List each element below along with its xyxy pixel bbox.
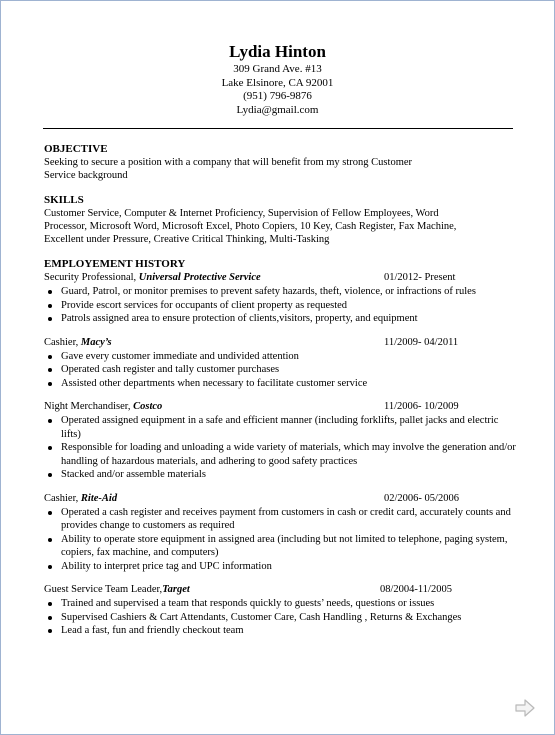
list-item: Trained and supervised a team that responds quickly to guests’ needs, questions or issues	[44, 597, 516, 611]
objective-line-2: Service background	[44, 170, 128, 181]
job-heading	[44, 492, 516, 505]
job-company: Target	[162, 584, 190, 595]
job-bullets	[44, 350, 516, 391]
job-heading	[44, 336, 516, 349]
resume-header	[1, 41, 554, 117]
skills-line-3: Excellent under Pressure, Creative Critical Thinking, Multi-Tasking	[44, 234, 330, 245]
job-role: Night Merchandiser,	[44, 401, 134, 412]
job-entry	[44, 271, 516, 326]
job-role: Cashier,	[44, 336, 81, 348]
job-company: Macy’s	[80, 336, 112, 348]
history-title: EMPLOYEMENT HISTORY	[44, 258, 186, 270]
skills-line-2: Processor, Microsoft Word, Microsoft Excel, Photo Copiers, 10 Key, Cash Register, Fax Machine,	[44, 221, 457, 232]
list-item: Patrols assigned area to ensure protection of clients,visitors, property, and equipment	[44, 312, 516, 326]
job-dates: 11/2009- 04/2011	[384, 336, 459, 348]
job-role: Guest Service Team Leader,	[44, 584, 163, 595]
list-item: Gave every customer immediate and undivided attention	[44, 350, 516, 364]
job-bullets	[44, 285, 516, 326]
skills-section	[44, 194, 516, 246]
skills-line-1: Customer Service, Computer & Internet Proficiency, Supervision of Fellow Employees, Word	[44, 208, 439, 219]
list-item: Operated cash register and tally customer purchases	[44, 363, 516, 377]
job-heading	[44, 583, 516, 596]
job-heading	[44, 400, 516, 413]
job-bullets	[44, 506, 516, 574]
job-bullets	[44, 597, 516, 638]
job-company: Universal Protective Service	[138, 272, 261, 283]
job-bullets	[44, 414, 516, 482]
objective-title: OBJECTIVE	[44, 143, 108, 155]
employment-history-section	[44, 258, 516, 638]
list-item: Lead a fast, fun and friendly checkout team	[44, 624, 516, 638]
list-item: Provide escort services for occupants of client property as requested	[44, 299, 516, 313]
job-entry	[44, 400, 516, 482]
list-item: Supervised Cashiers & Cart Attendants, Customer Care, Cash Handling , Returns & Exchanges	[44, 611, 516, 625]
list-item: Assisted other departments when necessary to facilitate customer service	[44, 377, 516, 391]
list-item: Stacked and/or assemble materials	[44, 468, 516, 482]
applicant-name: Lydia Hinton	[229, 42, 326, 61]
resume-page	[1, 1, 554, 734]
job-entry	[44, 583, 516, 638]
job-dates: 08/2004-11/2005	[380, 584, 452, 595]
list-item: Operated a cash register and receives payment from customers in cash or credit card, accurately counts and provides change to customers as required	[44, 506, 516, 533]
arrow-right-icon[interactable]	[514, 698, 536, 718]
skills-title: SKILLS	[44, 194, 84, 206]
job-dates: 01/2012- Present	[384, 272, 456, 283]
objective-section	[44, 143, 516, 182]
phone-number: (951) 796-9876	[243, 90, 312, 102]
email-address: Lydia@gmail.com	[236, 103, 319, 116]
resume-body	[44, 143, 516, 638]
address-line-1: 309 Grand Ave. #13	[233, 63, 322, 75]
job-heading	[44, 271, 516, 284]
job-entry	[44, 336, 516, 391]
list-item: Operated assigned equipment in a safe and efficient manner (including forklifts, pallet jacks and electric lifts)	[44, 414, 516, 441]
job-company: Costco	[133, 401, 163, 412]
job-company: Rite-Aid	[80, 492, 118, 504]
list-item: Ability to interpret price tag and UPC information	[44, 560, 516, 574]
header-divider	[43, 128, 513, 129]
address-line-2: Lake Elsinore, CA 92001	[221, 76, 334, 89]
job-entry	[44, 492, 516, 574]
job-dates: 11/2006- 10/2009	[384, 401, 459, 412]
list-item: Guard, Patrol, or monitor premises to prevent safety hazards, theft, violence, or infractions of rules	[44, 285, 516, 299]
job-role: Security Professional,	[44, 272, 139, 283]
job-dates: 02/2006- 05/2006	[384, 492, 459, 504]
job-role: Cashier,	[44, 492, 81, 504]
objective-line-1: Seeking to secure a position with a company that will benefit from my strong Customer	[44, 157, 413, 168]
list-item: Responsible for loading and unloading a wide variety of materials, which may involve the generation and/or handling of hazardous materials, and adhering to good safety practices	[44, 441, 516, 468]
list-item: Ability to operate store equipment in assigned area (including but not limited to telephone, paging system, copiers, fax machine, and computers)	[44, 533, 516, 560]
